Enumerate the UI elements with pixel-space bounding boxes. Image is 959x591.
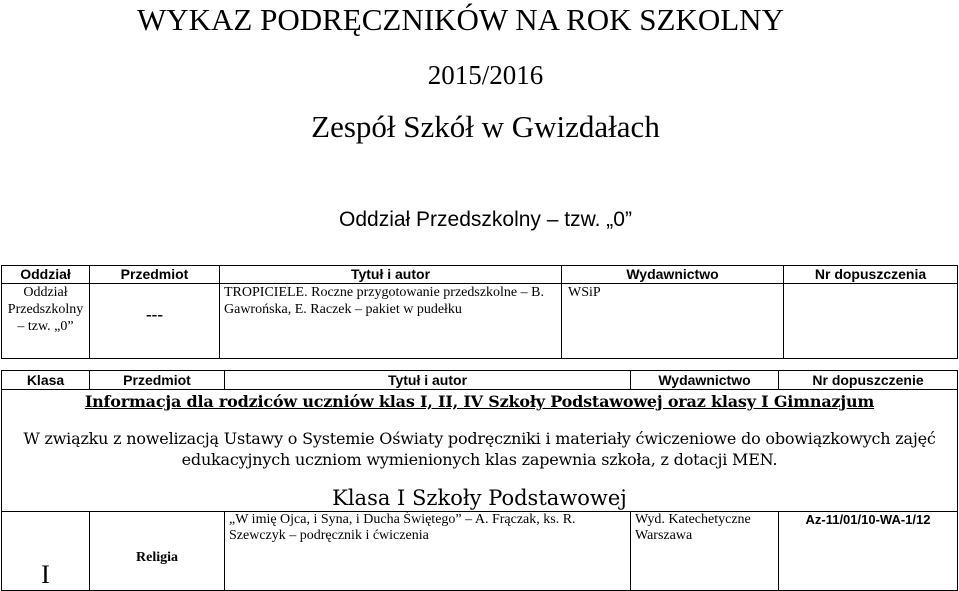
header-nr: Nr dopuszczenie xyxy=(779,371,958,390)
class-banner: Klasa I Szkoły Podstawowej xyxy=(332,486,627,510)
table-row xyxy=(2,284,958,359)
header-przedmiot: Przedmiot xyxy=(90,371,225,390)
cell-wydawnictwo: Wyd. Katechetyczne Warszawa xyxy=(631,512,779,591)
header-nr: Nr dopuszczenia xyxy=(784,266,958,284)
cell-klasa: I xyxy=(2,512,90,591)
header-tytul: Tytuł i autor xyxy=(220,266,562,284)
cell-nr: Az-11/01/10-WA-1/12 xyxy=(779,512,958,591)
header-wydawnictwo: Wydawnictwo xyxy=(631,371,779,390)
info-text: W związku z nowelizacją Ustawy o Systemie Oświaty podręczniki i materiały ćwiczeniowe do obowiązkowych zajęć edukacyjnych uczniom wymienionych klas zapewnia szkoła, z dotacji MEN. xyxy=(23,429,936,469)
info-row xyxy=(2,390,958,512)
cell-oddzial: Oddział Przedszkolny – tzw. „0” xyxy=(2,284,90,359)
textbook-header-row xyxy=(2,371,958,390)
cell-nr xyxy=(784,284,958,359)
cell-przedmiot: Religia xyxy=(90,512,225,591)
header-klasa: Klasa xyxy=(2,371,90,390)
preschool-table xyxy=(1,265,958,359)
document-title: WYKAZ PODRĘCZNIKÓW NA ROK SZKOLNY xyxy=(137,2,784,37)
school-name: Zespół Szkół w Gwizdałach xyxy=(311,109,660,144)
table-row xyxy=(2,512,958,591)
cell-tytul: „W imię Ojca, i Syna, i Ducha Świętego” – A. Frączak, ks. R. Szewczyk – podręcznik i ćwiczenia xyxy=(225,512,631,591)
preschool-header-row xyxy=(2,266,958,284)
info-title: Informacja dla rodziców uczniów klas I, II, IV Szkoły Podstawowej oraz klasy I Gimnazjum xyxy=(84,392,875,411)
header-przedmiot: Przedmiot xyxy=(90,266,220,284)
header-tytul: Tytuł i autor xyxy=(225,371,631,390)
cell-wydawnictwo: WSiP xyxy=(562,284,784,359)
school-year: 2015/2016 xyxy=(427,60,544,90)
section-heading: Oddział Przedszkolny – tzw. „0” xyxy=(339,208,632,231)
header-oddzial: Oddział xyxy=(2,266,90,284)
textbook-table xyxy=(1,370,958,591)
cell-tytul: TROPICIELE. Roczne przygotowanie przedszkolne – B. Gawrońska, E. Raczek – pakiet w pudełku xyxy=(220,284,562,359)
info-cell xyxy=(2,390,958,512)
cell-przedmiot: --- xyxy=(90,284,220,359)
header-wydawnictwo: Wydawnictwo xyxy=(562,266,784,284)
